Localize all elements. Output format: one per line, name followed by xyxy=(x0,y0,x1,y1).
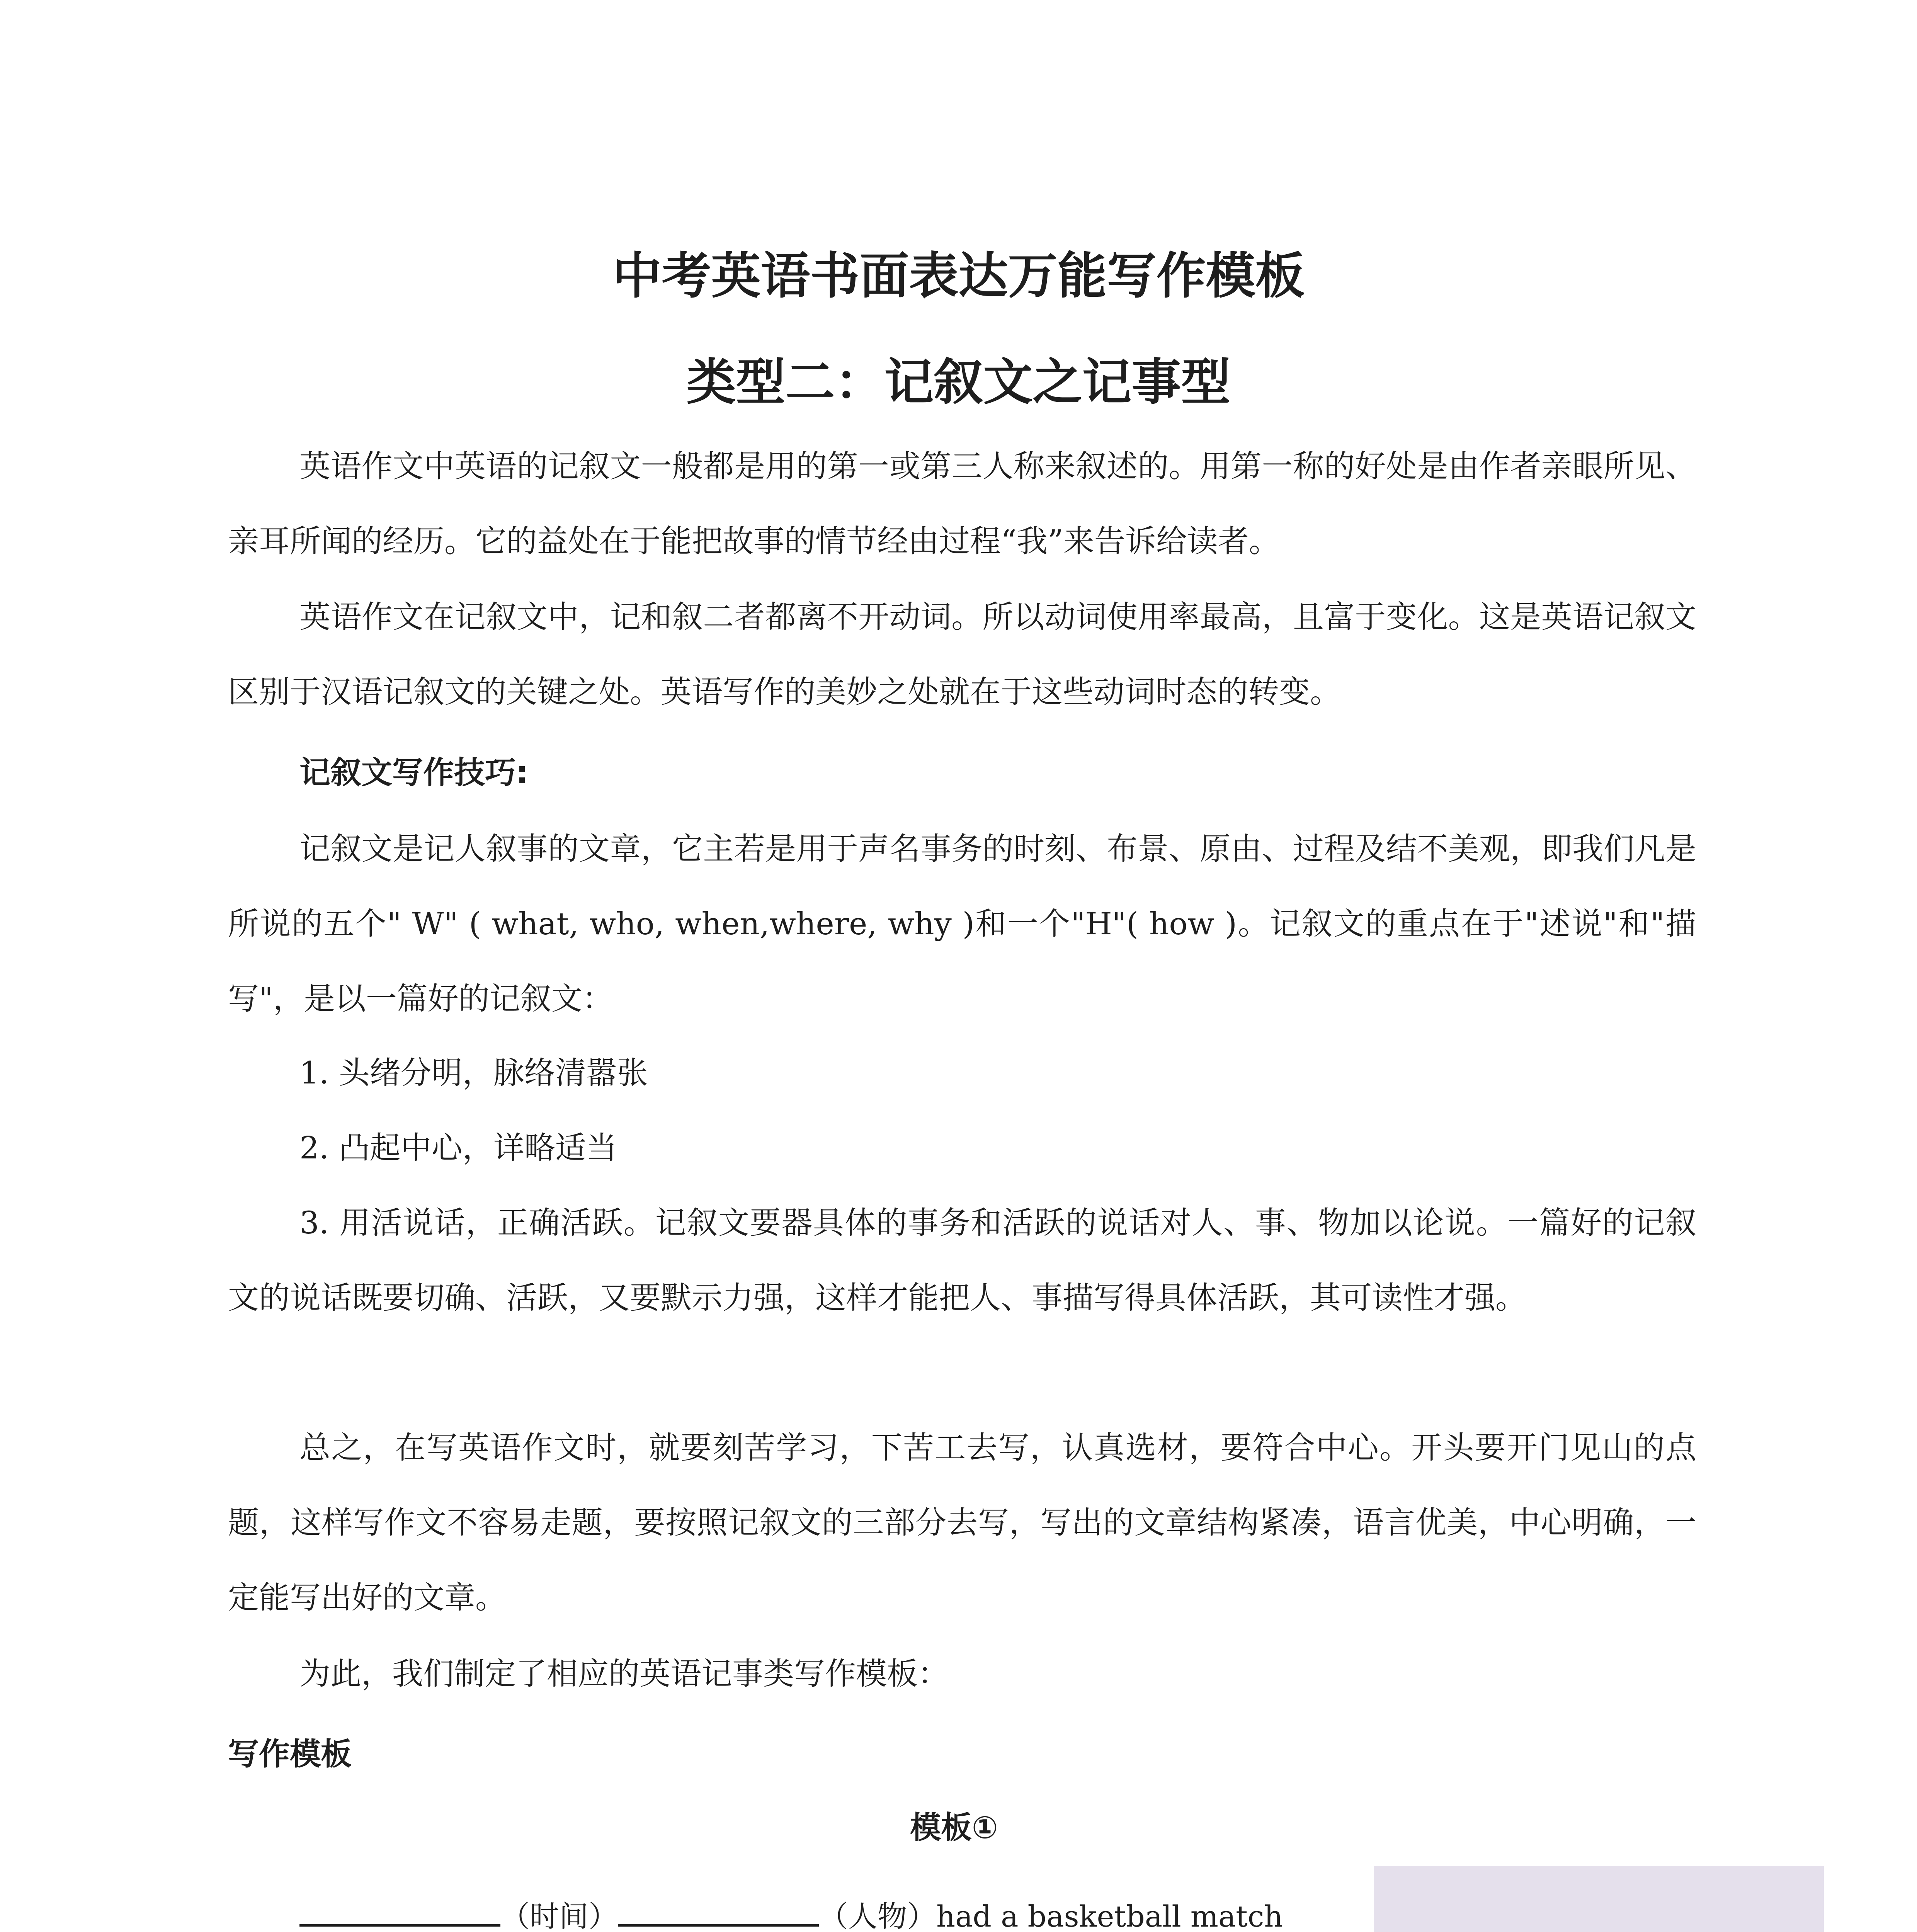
blank-person[interactable] xyxy=(618,1897,819,1927)
tips-list xyxy=(228,1036,1696,1335)
template-text: （时间） xyxy=(500,1899,618,1932)
template-line-1 xyxy=(228,1893,1283,1932)
template-text: （人物）had a basketball match xyxy=(819,1899,1283,1932)
intro-paragraph-1: 英语作文中英语的记叙文一般都是用的第一或第三人称来叙述的。用第一称的好处是由作者亲眼所见、亲耳所闻的经历。它的益处在于能把故事的情节经由过程“我”来告诉给读者。 xyxy=(228,448,1696,559)
list-item: 2. 凸起中心，详略适当 xyxy=(299,1130,617,1166)
document-title: 中考英语书面表达万能写作模板 xyxy=(612,247,1305,305)
intro-paragraph-2: 英语作文在记叙文中，记和叙二者都离不开动词。所以动词使用率最高，且富于变化。这是英语记叙文区别于汉语记叙文的关键之处。英语写作的美妙之处就在于这些动词时态的转变。 xyxy=(228,599,1696,710)
note-box-1 xyxy=(1374,1866,1824,1932)
lead-paragraph: 为此，我们制定了相应的英语记事类写作模板： xyxy=(299,1656,949,1692)
template-heading: 模板① xyxy=(910,1810,998,1845)
section-heading: 写作模板 xyxy=(228,1736,352,1772)
summary-paragraph: 总之，在写英语作文时，就要刻苦学习，下苦工去写，认真选材，要符合中心。开头要开门见山的点题，这样写作文不容易走题，要按照记叙文的三部分去写，写出的文章结构紧凑，语言优美，中心明确，一定能写出好的文章。 xyxy=(228,1430,1696,1616)
tips-paragraph: 记叙文是记人叙事的文章，它主若是用于声名事务的时刻、布景、原由、过程及结不美观，即我们凡是所说的五个" W" ( what, who, when,where, why )和一个"H"( how )。记叙文的重点在于"述说"和"描写"，是以一篇好的记叙文： xyxy=(228,831,1696,1017)
note-text xyxy=(1374,1917,1824,1932)
list-item: 1. 头绪分明，脉络清嚣张 xyxy=(299,1055,648,1091)
document-subtitle: 类型二：记叙文之记事型 xyxy=(686,354,1231,411)
blank-time[interactable] xyxy=(299,1897,500,1927)
tips-heading: 记叙文写作技巧: xyxy=(299,755,528,791)
list-item: 3. 用活说话，正确活跃。记叙文要器具体的事务和活跃的说话对人、事、物加以论说。一篇好的记叙文的说话既要切确、活跃，又要默示力强，这样才能把人、事描写得具体活跃，其可读性才强。 xyxy=(228,1205,1696,1316)
